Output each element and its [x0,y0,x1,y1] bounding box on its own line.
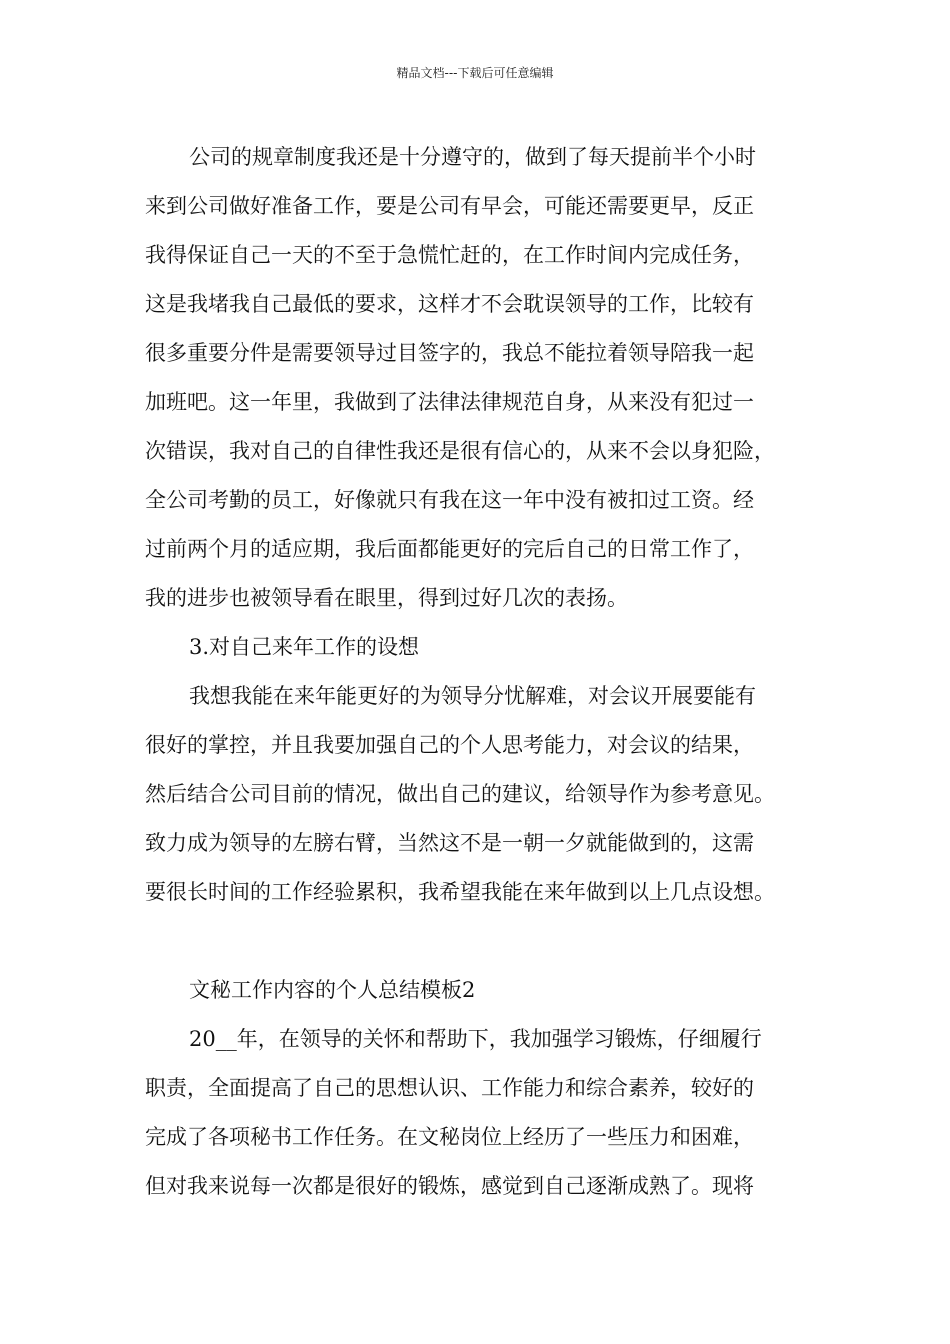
text-line: 这是我堵我自己最低的要求，这样才不会耽误领导的工作，比较有 [145,292,754,316]
text-line: 我的进步也被领导看在眼里，得到过好几次的表扬。 [145,586,628,610]
text-line: 但对我来说每一次都是很好的锻炼，感觉到自己逐渐成熟了。现将 [145,1174,754,1198]
text-line: 我得保证自己一天的不至于急慌忙赶的，在工作时间内完成任务， [145,243,754,267]
section-heading: 3.对自己来年工作的设想 [189,635,420,659]
text-line: 次错误，我对自己的自律性我还是很有信心的，从来不会以身犯险， [145,439,775,463]
paragraph-next-year-plan [145,672,825,917]
text-line: 要很长时间的工作经验累积，我希望我能在来年做到以上几点设想。 [145,880,775,904]
text-line: 致力成为领导的左膀右臂，当然这不是一朝一夕就能做到的，这需 [145,831,754,855]
paragraph-template2-intro [145,1015,825,1211]
text-line: 20__年，在领导的关怀和帮助下，我加强学习锻炼，仔细履行 [189,1027,762,1051]
document-body [145,133,825,1211]
text-line: 加班吧。这一年里，我做到了法律法律规范自身，从来没有犯过一 [145,390,754,414]
text-line: 我想我能在来年能更好的为领导分忧解难，对会议开展要能有 [189,684,756,708]
text-line: 完成了各项秘书工作任务。在文秘岗位上经历了一些压力和困难， [145,1125,754,1149]
text-line: 很多重要分件是需要领导过目签字的，我总不能拉着领导陪我一起 [145,341,754,365]
template-title: 文秘工作内容的个人总结模板2 [189,978,476,1002]
text-line: 职责，全面提高了自己的思想认识、工作能力和综合素养，较好的 [145,1076,754,1100]
text-line: 然后结合公司目前的情况，做出自己的建议，给领导作为参考意见。 [145,782,775,806]
text-line: 全公司考勤的员工，好像就只有我在这一年中没有被扣过工资。经 [145,488,754,512]
paragraph-work-discipline [145,133,825,623]
text-line: 很好的掌控，并且我要加强自己的个人思考能力，对会议的结果， [145,733,754,757]
text-line: 来到公司做好准备工作，要是公司有早会，可能还需要更早，反正 [145,194,754,218]
text-line: 过前两个月的适应期，我后面都能更好的完后自己的日常工作了， [145,537,754,561]
spacer [145,917,825,966]
text-line: 公司的规章制度我还是十分遵守的，做到了每天提前半个小时 [189,145,756,169]
page-header: 精品文档---下载后可任意编辑 [396,66,554,80]
